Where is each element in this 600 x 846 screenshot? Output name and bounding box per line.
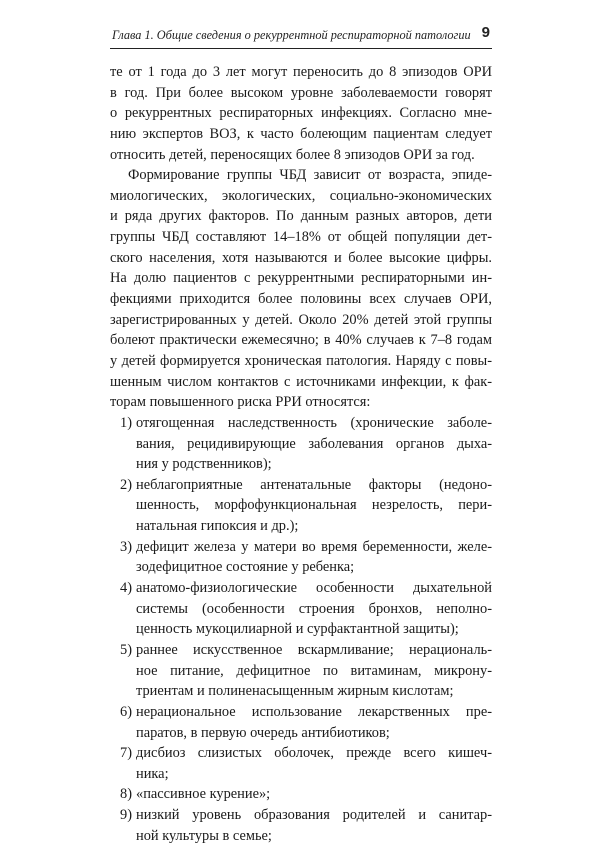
body-text <box>110 62 492 846</box>
list-line <box>110 784 492 805</box>
list-item-number: 2) <box>120 476 132 493</box>
list-line <box>110 413 492 434</box>
list-item <box>110 413 492 475</box>
list-item-text: анатомо-физиологические особенности дыхательной <box>136 580 492 597</box>
text-line: торам повышенного риска РРИ относятся: <box>110 394 371 411</box>
list-item <box>110 640 492 702</box>
list-line: ценность мукоцилиарной и сурфактантной защиты); <box>136 621 459 638</box>
list-line: ника; <box>136 765 169 782</box>
text-line: фекциями приходится более половины всех случаев ОРИ, <box>110 291 492 308</box>
list-item-number: 5) <box>120 641 132 658</box>
list-item <box>110 702 492 743</box>
list-line: ния у родственников); <box>136 456 272 473</box>
list-line: паратов, в первую очередь антибиотиков; <box>136 724 390 741</box>
list-item <box>110 578 492 640</box>
list-line: системы (особенности строения бронхов, неполно- <box>136 600 492 617</box>
list-item <box>110 537 492 578</box>
list-item-number: 4) <box>120 580 132 597</box>
paragraph <box>110 62 492 165</box>
list-item-text: отягощенная наследственность (хронические заболе- <box>136 414 492 431</box>
list-item <box>110 805 492 846</box>
list-line <box>110 640 492 661</box>
chapter-title: Глава 1. Общие сведения о рекуррентной респираторной патологии <box>112 28 471 42</box>
text-line: и ряда других факторов. По данным разных авторов, дети <box>110 208 492 225</box>
list-item-text: низкий уровень образования родителей и санитар- <box>136 807 492 824</box>
text-line: относить детей, переносящих более 8 эпизодов ОРИ за год. <box>110 146 475 163</box>
list-line <box>110 578 492 599</box>
list-item-text: дисбиоз слизистых оболочек, прежде всего кишеч- <box>136 745 492 762</box>
list-item-number: 1) <box>120 414 132 431</box>
text-line: нию экспертов ВОЗ, к часто болеющим пациентам следует <box>110 125 492 142</box>
list-line <box>110 805 492 826</box>
list-item-number: 8) <box>120 786 132 803</box>
list-line: ной культуры в семье; <box>136 827 272 844</box>
list-item-number: 9) <box>120 807 132 824</box>
list-item-number: 6) <box>120 703 132 720</box>
list-line <box>110 475 492 496</box>
text-line: болеют практически ежемесячно; в 40% случаев к 7–8 годам <box>110 332 492 349</box>
risk-factor-list <box>110 413 492 846</box>
list-item-text: раннее искусственное вскармливание; нерациональ- <box>136 641 492 658</box>
list-item-text: дефицит железа у матери во время беременности, желе- <box>136 538 492 555</box>
list-item-number: 3) <box>120 538 132 555</box>
list-line <box>110 537 492 558</box>
text-line: миологических, экологических, социально-экономических <box>110 187 492 204</box>
paragraph <box>110 165 492 413</box>
list-item-text: «пассивное курение»; <box>136 786 271 803</box>
page-number: 9 <box>481 24 490 41</box>
list-item-text: неблагоприятные антенатальные факторы (недоно- <box>136 476 492 493</box>
list-item <box>110 784 492 805</box>
text-line: На долю пациентов с рекуррентными респираторными ин- <box>110 270 492 287</box>
text-line: группы ЧБД составляют 14–18% от общей популяции дет- <box>110 229 492 246</box>
text-line: в год. При более высоком уровне заболеваемости говорят <box>110 84 492 101</box>
list-line: вания, рецидивирующие заболевания органов дыха- <box>136 435 492 452</box>
list-line <box>110 743 492 764</box>
list-item <box>110 475 492 537</box>
list-line: натальная гипоксия и др.); <box>136 518 299 535</box>
list-item-text: нерациональное использование лекарственных пре- <box>136 703 492 720</box>
text-line: те от 1 года до 3 лет могут переносить до 8 эпизодов ОРИ <box>110 64 492 80</box>
list-line <box>110 702 492 723</box>
text-line: шенным числом контактов с источниками инфекции, к фак- <box>110 373 492 390</box>
list-line: триентам и полиненасыщенным жирным кислотам; <box>136 683 454 700</box>
text-line: ского населения, хотя называются и более высокие цифры. <box>110 249 492 266</box>
text-line: зарегистрированных у детей. Около 20% детей этой группы <box>110 311 492 328</box>
text-line: о рекуррентных респираторных инфекциях. Согласно мне- <box>110 105 492 122</box>
list-item <box>110 743 492 784</box>
text-line: у детей формируется хроническая патология. Наряду с повы- <box>110 352 492 369</box>
list-item-number: 7) <box>120 745 132 762</box>
list-line: зодефицитное состояние у ребенка; <box>136 559 355 576</box>
running-header <box>110 26 492 49</box>
list-line: шенность, морфофункциональная незрелость, пери- <box>136 497 492 514</box>
list-line: ное питание, дефицитное по витаминам, микрону- <box>136 662 492 679</box>
text-line: Формирование группы ЧБД зависит от возраста, эпиде- <box>128 167 492 184</box>
